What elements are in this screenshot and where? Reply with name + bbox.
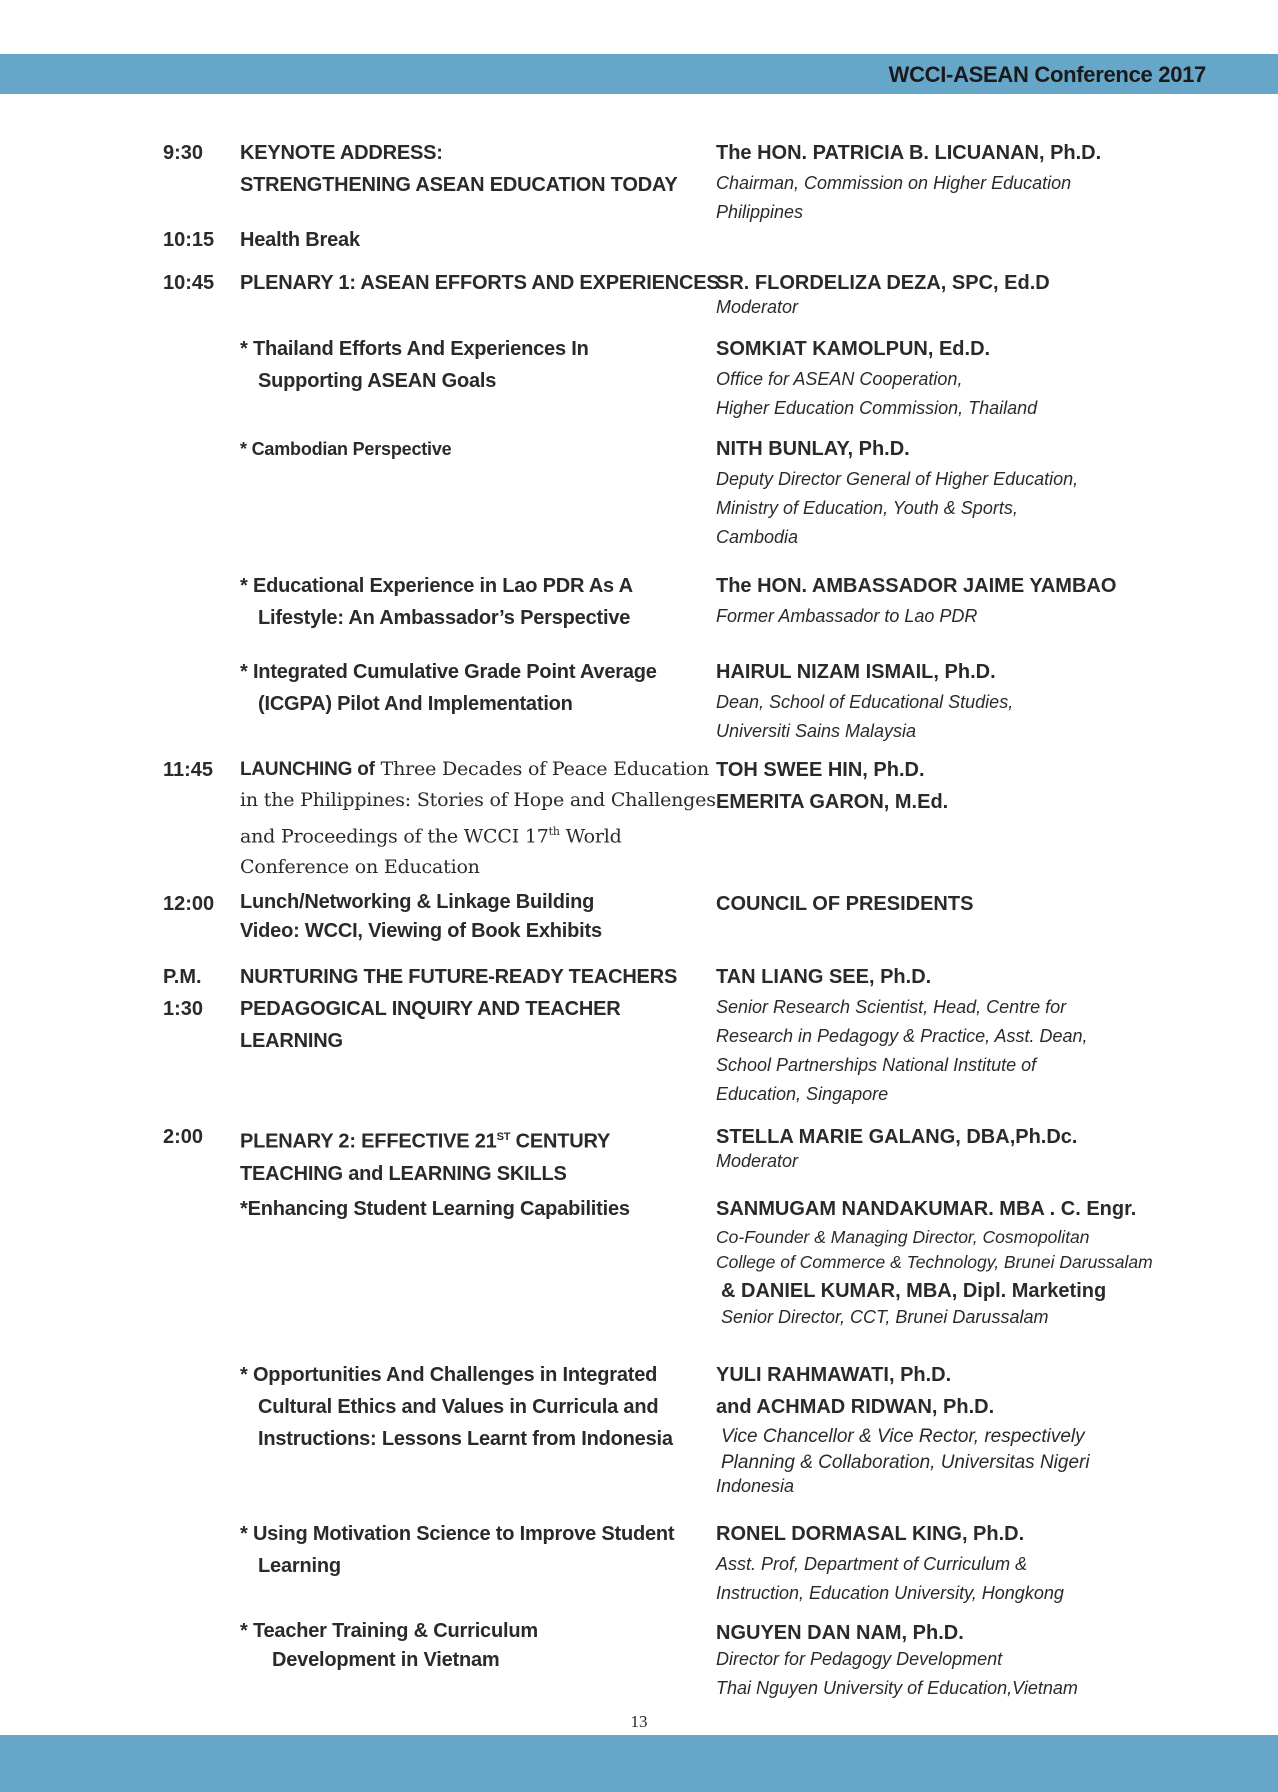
speaker-role: Office for ASEAN Cooperation, [716, 369, 963, 389]
speaker-role: Philippines [716, 202, 804, 222]
speaker-role: Research in Pedagogy & Practice, Asst. Dean, [716, 1026, 1088, 1046]
speaker-role: Universiti Sains Malaysia [716, 721, 917, 741]
speaker-block [716, 888, 1236, 920]
speaker-name: TOH SWEE HIN, Ph.D. [716, 759, 925, 781]
session-title-line: * Using Motivation Science to Improve Student [240, 1523, 675, 1545]
speaker-block [716, 754, 1236, 818]
speaker-role: Senior Director, CCT, Brunei Darussalam [721, 1307, 1049, 1327]
session-title [240, 754, 716, 883]
speaker-role: Thai Nguyen University of Education,Vietnam [716, 1678, 1078, 1698]
speaker-role: Higher Education Commission, Thailand [716, 398, 1038, 418]
session-title [240, 961, 700, 1057]
session-title-line: Supporting ASEAN Goals [258, 370, 497, 392]
speaker-block [716, 570, 1236, 631]
speaker-block [716, 267, 1236, 322]
session-title-line: (ICGPA) Pilot And Implementation [258, 693, 573, 715]
session-title-line: Lunch/Networking & Linkage Building [240, 891, 595, 913]
speaker-name: RONEL DORMASAL KING, Ph.D. [716, 1523, 1025, 1545]
session-title-line: * Teacher Training & Curriculum [240, 1620, 538, 1642]
session-title [240, 570, 700, 634]
session-title-line: World [565, 825, 622, 848]
speaker-role: Moderator [716, 297, 799, 317]
speaker-role: Dean, School of Educational Studies, [716, 692, 1014, 712]
session-title-line: Cultural Ethics and Values in Curricula and [258, 1396, 659, 1418]
session-title-line: * Opportunities And Challenges in Integrated [240, 1364, 658, 1386]
session-time: 1:30 [163, 998, 204, 1020]
speaker-name: TAN LIANG SEE, Ph.D. [716, 966, 932, 988]
session-title-line: NURTURING THE FUTURE-READY TEACHERS [240, 966, 678, 988]
speaker-role: Indonesia [716, 1476, 795, 1496]
session-time: 10:45 [163, 272, 215, 294]
session-title-line: Lifestyle: An Ambassador’s Perspective [258, 607, 631, 629]
session-title-line: * Educational Experience in Lao PDR As A [240, 575, 633, 597]
speaker-block [716, 1193, 1236, 1332]
session-title [240, 433, 700, 465]
session-title-line: PLENARY 1: ASEAN EFFORTS AND EXPERIENCES [240, 272, 720, 294]
speaker-name: and ACHMAD RIDWAN, Ph.D. [716, 1396, 995, 1418]
session-title-line: LEARNING [240, 1030, 343, 1052]
session-title [240, 1359, 700, 1455]
speaker-role: Vice Chancellor & Vice Rector, respectively [721, 1426, 1085, 1447]
session-time: 12:00 [163, 893, 215, 915]
session-title-line: Video: WCCI, Viewing of Book Exhibits [240, 920, 602, 942]
session-time: 2:00 [163, 1126, 204, 1148]
page-number: 13 [630, 1712, 648, 1731]
speaker-role: Cambodia [716, 527, 799, 547]
session-title-line: KEYNOTE ADDRESS: [240, 142, 443, 164]
superscript: ST [496, 1131, 511, 1143]
speaker-role: Asst. Prof, Department of Curriculum & [716, 1554, 1028, 1574]
speaker-name: NGUYEN DAN NAM, Ph.D. [716, 1622, 964, 1644]
speaker-role: Director for Pedagogy Development [716, 1649, 1003, 1669]
speaker-role: School Partnerships National Institute of [716, 1055, 1037, 1075]
session-title-line: TEACHING and LEARNING SKILLS [240, 1162, 567, 1185]
session-time: 9:30 [163, 142, 204, 164]
header-bar [0, 54, 1278, 94]
session-title [240, 267, 720, 299]
speaker-role: Senior Research Scientist, Head, Centre for [716, 997, 1067, 1017]
speaker-name: SOMKIAT KAMOLPUN, Ed.D. [716, 338, 991, 360]
session-title-line: * Thailand Efforts And Experiences In [240, 338, 589, 360]
session-time: P.M. [163, 966, 202, 988]
speaker-role: Ministry of Education, Youth & Sports, [716, 498, 1018, 518]
superscript: th [548, 825, 560, 838]
speaker-role: College of Commerce & Technology, Brunei Darussalam [716, 1252, 1153, 1272]
session-title-line: PEDAGOGICAL INQUIRY AND TEACHER [240, 998, 621, 1020]
speaker-name: SR. FLORDELIZA DEZA, SPC, Ed.D [716, 272, 1050, 294]
speaker-name: & DANIEL KUMAR, MBA, Dipl. Marketing [721, 1280, 1107, 1302]
speaker-role: Education, Singapore [716, 1084, 889, 1104]
session-title [240, 888, 700, 946]
speaker-role: Co-Founder & Managing Director, Cosmopolitan [716, 1227, 1090, 1247]
session-title [240, 1617, 700, 1675]
session-title-line: STRENGTHENING ASEAN EDUCATION TODAY [240, 174, 678, 196]
launching-label: LAUNCHING of [240, 759, 375, 780]
speaker-block [716, 656, 1236, 746]
session-title-line: PLENARY 2: EFFECTIVE 21 [240, 1130, 497, 1153]
speaker-name: STELLA MARIE GALANG, DBA,Ph.Dc. [716, 1126, 1078, 1148]
speaker-block [716, 333, 1236, 423]
session-title [240, 1121, 700, 1190]
speaker-role: Deputy Director General of Higher Education, [716, 469, 1079, 489]
session-title [240, 333, 700, 397]
speaker-name: The HON. PATRICIA B. LICUANAN, Ph.D. [716, 142, 1102, 164]
speaker-role: Chairman, Commission on Higher Education [716, 173, 1072, 193]
session-title-line: *Enhancing Student Learning Capabilities [240, 1198, 630, 1220]
session-title-line: * Cambodian Perspective [240, 439, 452, 459]
session-title-line: Learning [258, 1555, 341, 1577]
session-title [240, 1193, 700, 1225]
session-title-line: CENTURY [510, 1130, 611, 1153]
speaker-role: Instruction, Education University, Hongkong [716, 1583, 1064, 1603]
session-title-line: in the Philippines: Stories of Hope and Challenges [240, 789, 716, 811]
session-title-line: Instructions: Lessons Learnt from Indonesia [258, 1428, 673, 1450]
session-title-line: Conference on Education [240, 856, 480, 879]
session-title-line: Development in Vietnam [272, 1649, 500, 1671]
session-title-line: * Integrated Cumulative Grade Point Average [240, 661, 657, 683]
session-title [240, 137, 700, 201]
footer-bar [0, 1735, 1278, 1792]
speaker-name: COUNCIL OF PRESIDENTS [716, 893, 974, 915]
session-time: 10:15 [163, 229, 215, 251]
book-title: Three Decades of Peace Education [380, 758, 709, 780]
session-title [240, 224, 700, 256]
speaker-block [716, 1617, 1236, 1703]
speaker-role: Former Ambassador to Lao PDR [716, 606, 978, 626]
speaker-name: YULI RAHMAWATI, Ph.D. [716, 1364, 952, 1386]
session-title [240, 1518, 700, 1582]
conference-title: WCCI-ASEAN Conference 2017 [888, 62, 1206, 87]
session-time: 11:45 [163, 759, 214, 781]
speaker-name: SANMUGAM NANDAKUMAR. MBA . C. Engr. [716, 1198, 1137, 1220]
session-title-line: Health Break [240, 229, 360, 251]
speaker-role: Moderator [716, 1151, 799, 1171]
speaker-block [716, 1359, 1236, 1497]
session-title-line: and Proceedings of the WCCI 17 [240, 825, 549, 848]
speaker-block [716, 1518, 1236, 1608]
speaker-block [716, 1121, 1236, 1176]
speaker-name: The HON. AMBASSADOR JAIME YAMBAO [716, 575, 1117, 597]
speaker-block [716, 433, 1236, 552]
speaker-role: Planning & Collaboration, Universitas Nigeri [721, 1452, 1090, 1473]
session-title [240, 656, 700, 720]
speaker-name: NITH BUNLAY, Ph.D. [716, 438, 910, 460]
speaker-block [716, 137, 1236, 227]
speaker-block [716, 961, 1236, 1109]
speaker-name: HAIRUL NIZAM ISMAIL, Ph.D. [716, 661, 996, 683]
speaker-name: EMERITA GARON, M.Ed. [716, 791, 949, 813]
